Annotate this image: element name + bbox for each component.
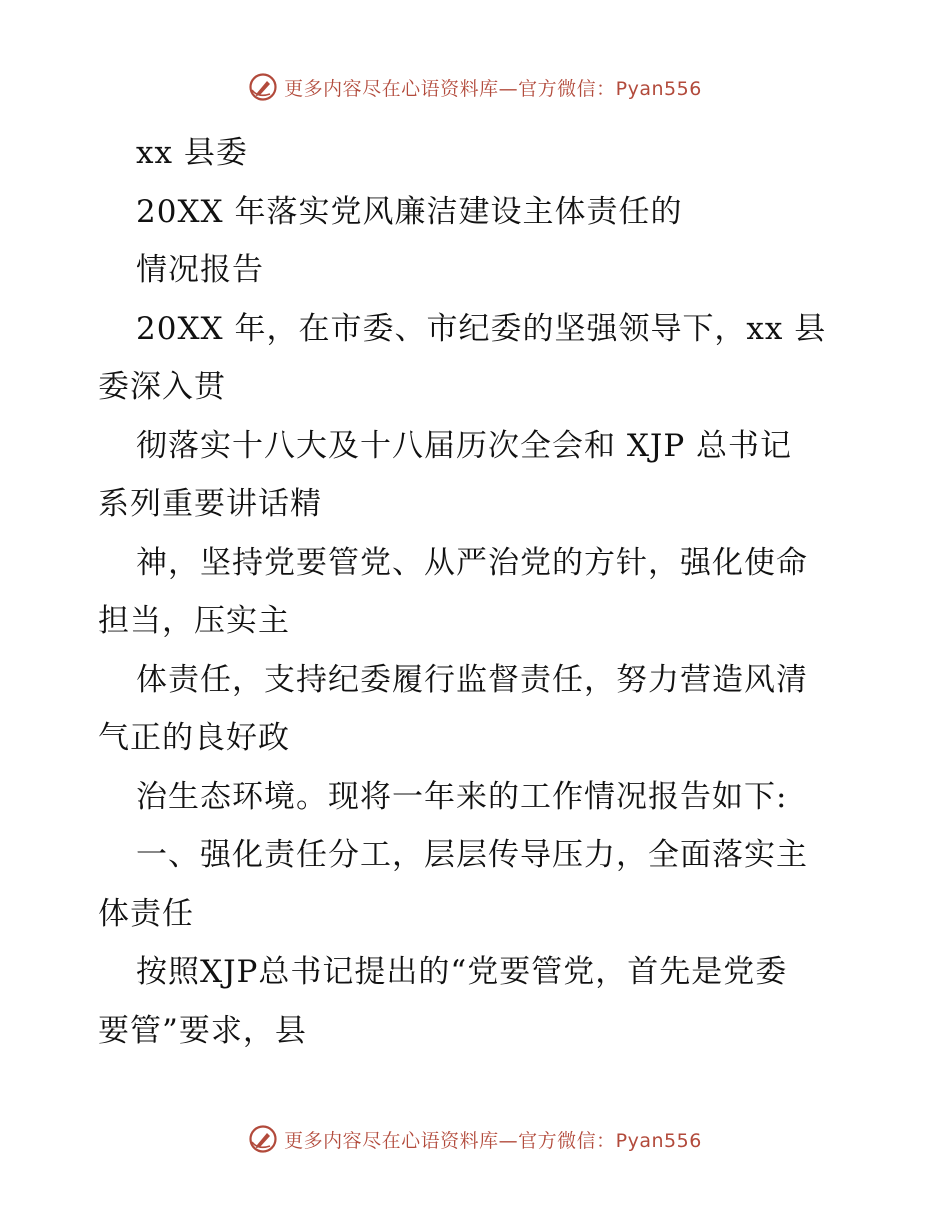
doc-line: 系列重要讲话精 bbox=[98, 486, 322, 522]
header-watermark bbox=[0, 72, 950, 102]
watermark-text: 更多内容尽在心语资料库—官方微信：Pyan556 bbox=[284, 77, 702, 100]
doc-line: 体责任，支持纪委履行监督责任，努力营造风清 bbox=[136, 661, 808, 698]
doc-line: 治生态环境。现将一年来的工作情况报告如下: bbox=[136, 778, 788, 815]
doc-line: 担当，压实主 bbox=[98, 603, 290, 639]
document-body bbox=[98, 124, 858, 1060]
doc-line: 情况报告 bbox=[136, 252, 264, 288]
doc-line: 体责任 bbox=[98, 895, 194, 932]
doc-line: 要管”要求，县 bbox=[98, 1012, 307, 1049]
pen-circle-icon bbox=[248, 1124, 278, 1154]
doc-line: 一、强化责任分工，层层传导压力，全面落实主 bbox=[136, 837, 808, 873]
doc-line: 气正的良好政 bbox=[98, 720, 290, 756]
doc-line: xx 县委 bbox=[136, 135, 248, 171]
pen-circle-icon bbox=[248, 72, 278, 102]
footer-watermark bbox=[0, 1124, 950, 1154]
doc-line: 神，坚持党要管党、从严治党的方针，强化使命 bbox=[136, 544, 808, 581]
doc-line: 20XX 年落实党风廉洁建设主体责任的 bbox=[136, 193, 683, 230]
doc-line: 20XX 年，在市委、市纪委的坚强领导下，xx 县 bbox=[136, 310, 827, 347]
doc-line: 按照XJP总书记提出的“党要管党，首先是党委 bbox=[136, 954, 788, 990]
doc-line: 彻落实十八大及十八届历次全会和 XJP 总书记 bbox=[136, 427, 793, 464]
watermark-text: 更多内容尽在心语资料库—官方微信：Pyan556 bbox=[284, 1129, 702, 1152]
doc-line: 委深入贯 bbox=[98, 369, 226, 405]
